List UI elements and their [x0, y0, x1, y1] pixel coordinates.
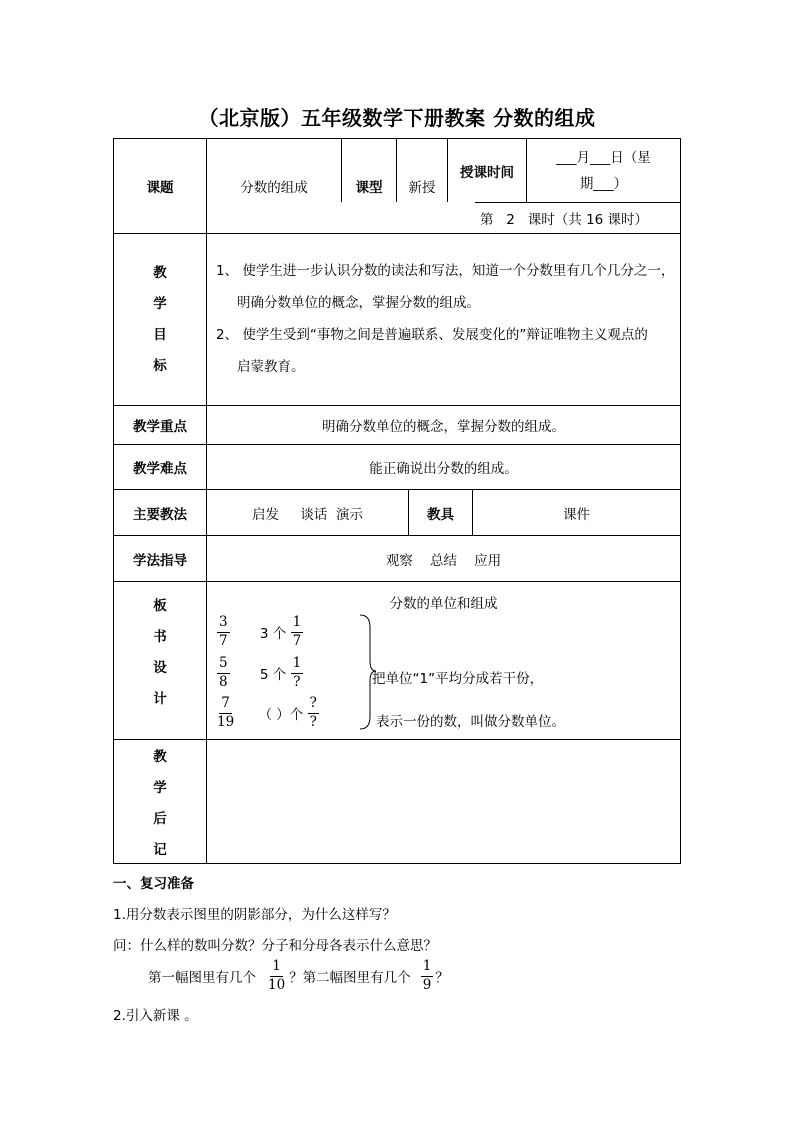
unit-fraction: $\frac{1}{7}$ — [292, 614, 302, 649]
difficulty-label: 教学难点 — [133, 461, 187, 477]
goals-label-char: 学 — [153, 295, 167, 312]
board-label-char: 设 — [153, 660, 167, 676]
postscript-label-char: 学 — [153, 780, 167, 796]
topic-label: 课题 — [146, 180, 174, 196]
fraction: $\frac{5}{8}$ — [219, 655, 228, 690]
time-label: 授课时间 — [460, 164, 514, 181]
fraction: $\frac{1}{10}$ — [268, 958, 286, 993]
key-point-label: 教学重点 — [133, 419, 187, 435]
rule — [114, 739, 680, 740]
goals-label — [114, 234, 206, 405]
fraction: $\frac{1}{9}$ — [422, 958, 432, 993]
board-row-1: $\frac{3}{7}$ 3 个 $\frac{1}{7}$ — [219, 614, 302, 649]
postscript-label-char: 记 — [153, 842, 167, 858]
rule — [114, 581, 680, 582]
board-label-char: 计 — [153, 691, 167, 707]
goal-item-2: 2、 使学生受到“事物之间是普遍联系、发展变化的”辩证唯物主义观点的 — [216, 327, 648, 343]
unit-fraction: $\frac{?}{?}$ — [309, 695, 317, 730]
goal-item-2-cont: 启蒙教育。 — [237, 359, 305, 375]
lesson-plan-table — [113, 138, 681, 864]
board-label — [114, 591, 206, 715]
difficulty-value: 能正确说出分数的组成。 — [369, 461, 518, 477]
board-note-1: 把单位“1”平均分成若干份， — [372, 671, 544, 687]
date-field — [527, 139, 680, 202]
page-title: （北京版）五年级数学下册教案 分数的组成 — [198, 106, 596, 130]
postscript-label-char: 教 — [153, 749, 167, 765]
tool-label: 教具 — [427, 506, 454, 523]
key-point-value: 明确分数单位的概念，掌握分数的组成。 — [322, 419, 565, 435]
tool-value: 课件 — [563, 506, 590, 523]
section-heading: 一、复习准备 — [113, 876, 194, 892]
board-row-2: $\frac{5}{8}$ 5 个 $\frac{1}{?}$ — [219, 655, 302, 690]
unit-fraction: $\frac{1}{?}$ — [292, 655, 302, 690]
board-row-3: $\frac{7}{19}$ （ ）个 $\frac{?}{?}$ — [217, 695, 317, 730]
date-line-1: ___月___日（星 — [556, 149, 651, 166]
board-label-char: 板 — [153, 598, 167, 614]
methods-label: 主要教法 — [133, 506, 187, 523]
study-value: 观察 总结 应用 — [385, 552, 502, 569]
methods-value: 启发 谈话 演示 — [251, 506, 364, 523]
topic-value: 分数的组成 — [240, 180, 308, 196]
question-3: 第一幅图里有几个 $\frac{1}{10}$ ？第二幅图里有几个 $\frac{1}{9}$ ？ — [148, 958, 449, 993]
goal-item-1-cont: 明确分数单位的概念，掌握分数的组成。 — [237, 295, 480, 311]
postscript-label — [114, 742, 206, 866]
question-2: 问：什么样的数叫分数？分子和分母各表示什么意思？ — [113, 938, 437, 954]
type-value: 新授 — [408, 180, 436, 196]
goals-label-char: 目 — [153, 326, 167, 343]
goal-item-1: 1、 使学生进一步认识分数的读法和写法，知道一个分数里有几个几分之一， — [216, 263, 675, 279]
board-label-char: 书 — [153, 629, 167, 645]
goals-content — [216, 255, 678, 383]
postscript-label-char: 后 — [153, 811, 167, 827]
board-note-2: 表示一份的数，叫做分数单位。 — [376, 714, 565, 730]
date-line-2: 期___） — [579, 175, 628, 192]
goals-label-char: 教 — [153, 264, 167, 281]
fraction: $\frac{3}{7}$ — [219, 614, 228, 649]
goals-label-char: 标 — [153, 357, 167, 374]
study-label: 学法指导 — [133, 552, 187, 569]
type-label: 课型 — [355, 180, 383, 196]
fraction: $\frac{7}{19}$ — [217, 695, 235, 730]
lesson-count: 第 2 课时（共 16 课时） — [479, 212, 649, 228]
question-1: 1.用分数表示图里的阴影部分，为什么这样写？ — [113, 907, 396, 923]
board-heading: 分数的单位和组成 — [389, 596, 498, 612]
question-4: 2.引入新课 。 — [113, 1008, 198, 1024]
